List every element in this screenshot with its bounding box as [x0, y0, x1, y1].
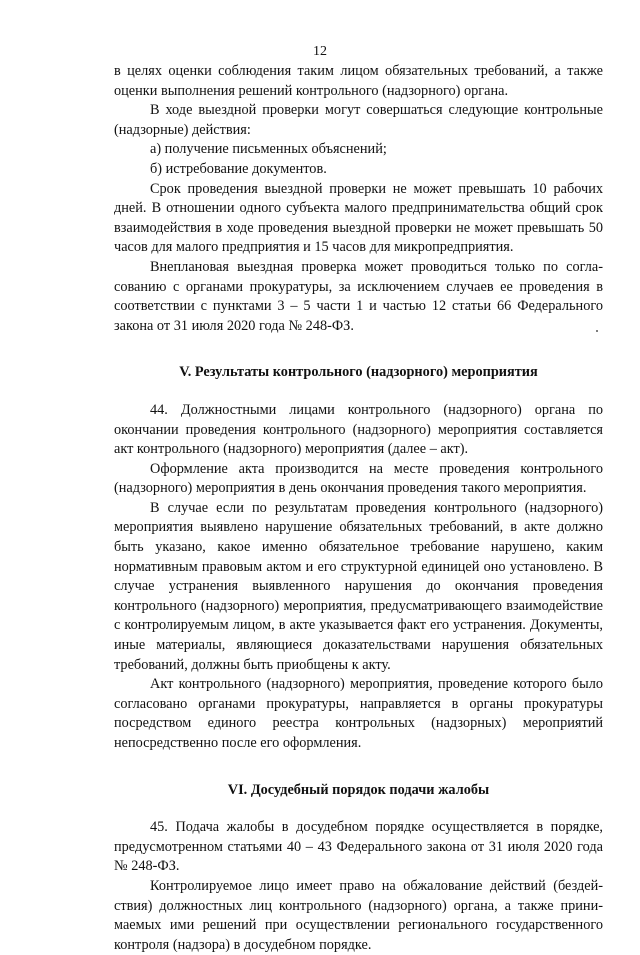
page-number: 12: [313, 44, 327, 59]
section-heading-v: V. Результаты контрольного (надзорного) мероприятия: [179, 364, 538, 381]
document-body: [114, 62, 603, 955]
list-item-b: б) истребование документов.: [150, 160, 327, 177]
section-heading-vi: VI. Досудебный порядок подачи жалобы: [227, 781, 490, 798]
list-item-a: а) получение письменных объяснений;: [150, 141, 387, 158]
paragraph-appeal-right: Контролируемое лицо имеет право на обжалование действий (бездействия) должностных лиц контрольного (надзорного) органа, а также принимаемых ими решений при осуществлении регионального государственного контроля (надзора) в досудебном порядке.: [114, 877, 603, 953]
scan-speck: [596, 330, 598, 332]
paragraph-act-registration: Оформление акта производится на месте проведения контрольного (надзорного) мероприятия в день окончания проведения такого мероприятия.: [114, 460, 603, 497]
paragraph-unscheduled-inspection: Внеплановая выездная проверка может проводиться только по согласованию с органами прокуратуры, за исключением случаев ее проведения в соответствии с пунктами 3 – 5 части 1 и частью 12 статьи 66 Федерального закона от 31 июля 2020 года № 248-ФЗ.: [114, 258, 603, 334]
paragraph-44: 44. Должностными лицами контрольного (надзорного) органа по окончании проведения контрольного (надзорного) мероприятия составляется акт контрольного (надзорного) мероприятия (далее – акт).: [114, 401, 603, 458]
paragraph-control-actions: В ходе выездной проверки могут совершаться следующие контрольные (надзорные) действия:: [114, 102, 603, 138]
paragraph-continuation: в целях оценки соблюдения таким лицом обязательных требований, а также оценки выполнения решений контрольного (надзорного) органа.: [114, 63, 603, 99]
paragraph-45: 45. Подача жалобы в досудебном порядке осуществляется в порядке, предусмотренном статьями 40 – 43 Федерального закона от 31 июля 2020 года № 248-ФЗ.: [114, 819, 603, 875]
paragraph-violations: В случае если по результатам проведения контрольного (надзорного) мероприятия выявлено нарушение обязательных требований, в акте должно быть указано, какое именно обязательное требование нарушено, каким нормативным правовым актом и его структурной единицей оно установлено. В случае устранения выявленного нарушения до окончания проведения контрольного (надзорного) мероприятия, предусматривающего взаимодействие с контролируемым лицом, в акте указывается факт его устранения. Документы, иные материалы, являющиеся доказательствами нарушения обязательных требований, должны быть приобщены к акту.: [114, 499, 603, 673]
paragraph-inspection-term: Срок проведения выездной проверки не может превышать 10 рабочих дней. В отношении одного субъекта малого предпринимательства общий срок взаимодействия в ходе проведения выездной проверки не может превышать 50 часов для малого предприятия и 15 часов для микропредприятия.: [114, 180, 603, 256]
paragraph-act-prosecutor: Акт контрольного (надзорного) мероприятия, проведение которого было согласовано органами прокуратуры, направляется в органы прокуратуры посредством единого реестра контрольных (надзорных) мероприятий непосредственно после его оформления.: [114, 676, 603, 751]
